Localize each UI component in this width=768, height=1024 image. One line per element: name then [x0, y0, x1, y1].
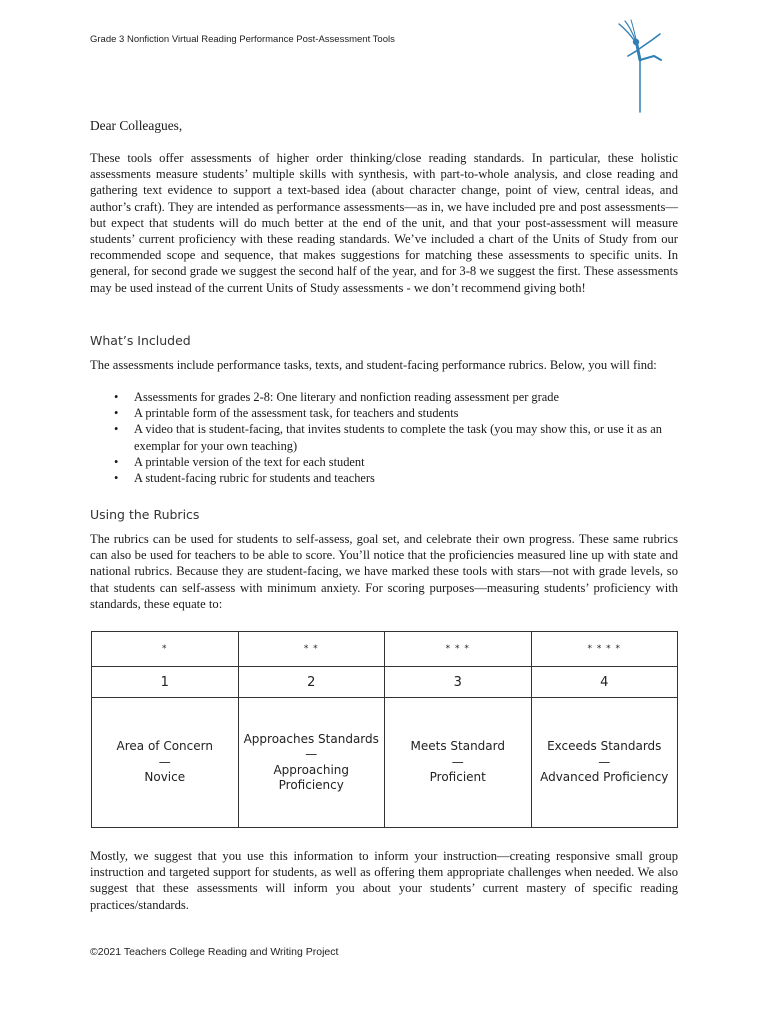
- bullet-icon: •: [114, 422, 119, 437]
- rubrics-paragraph: The rubrics can be used for students to self-assess, goal set, and celebrate their own progress. These same rubrics can also be used for teachers to be able to score. You’ll notice that the proficiencies measured line up with state and national rubrics. Because they are student-facing, we have marked these tools with stars—not with grade levels, so that students can self-assess with minimum anxiety. For scoring purposes—measuring students’ proficiency with standards, these equate to:: [90, 532, 678, 611]
- list-item-text: A video that is student-facing, that invites students to complete the task (you may show this, or use it as an exemplar for your own teaching): [134, 422, 662, 453]
- descriptor-label: Area of Concern: [116, 739, 213, 754]
- dancer-logo-icon: [616, 16, 666, 116]
- list-item: [90, 405, 690, 421]
- score-cell: 3: [385, 667, 532, 698]
- table-row-stars: [92, 632, 678, 667]
- star-cell: *: [92, 632, 239, 667]
- descriptor-level: Approaching Proficiency: [273, 762, 350, 792]
- bullet-icon: •: [114, 390, 119, 404]
- descriptor-label: Exceeds Standards: [547, 739, 662, 754]
- list-item-text: A printable version of the text for each student: [134, 454, 365, 469]
- list-item: [90, 421, 690, 453]
- star-cell: * * * *: [531, 632, 678, 667]
- star-cell: * * *: [385, 632, 532, 667]
- descriptor-cell: [385, 698, 532, 828]
- descriptor-cell: [531, 698, 678, 828]
- whats-included-heading: What’s Included: [90, 333, 191, 348]
- bullet-icon: •: [114, 454, 119, 469]
- descriptor-dash: —: [451, 754, 464, 769]
- descriptor-label: Meets Standard: [410, 739, 505, 754]
- descriptor-level: Advanced Proficiency: [540, 770, 669, 785]
- score-cell: 2: [238, 667, 385, 698]
- document-header: Grade 3 Nonfiction Virtual Reading Performance Post-Assessment Tools: [90, 34, 395, 45]
- using-rubrics-heading: Using the Rubrics: [90, 507, 200, 522]
- score-cell: 1: [92, 667, 239, 698]
- copyright-footer: ©2021 Teachers College Reading and Writing Project: [90, 946, 339, 958]
- table-row-descriptors: [92, 698, 678, 828]
- proficiency-table: [91, 631, 678, 828]
- descriptor-level: Proficient: [429, 770, 486, 785]
- list-item: [90, 454, 690, 470]
- list-item: [90, 470, 690, 486]
- descriptor-cell: [92, 698, 239, 828]
- descriptor-dash: —: [158, 754, 171, 769]
- closing-paragraph: Mostly, we suggest that you use this information to inform your instruction—creating responsive small group instruction and targeted support for students, as well as offering them appropriate challenges when needed. We also suggest that these assessments will inform you about your students’ current mastery of specific reading practices/standards.: [90, 849, 678, 912]
- descriptor-dash: —: [598, 754, 611, 769]
- descriptor-cell: [238, 698, 385, 828]
- included-bullet-list: [90, 389, 690, 486]
- star-cell: * *: [238, 632, 385, 667]
- intro-paragraph: These tools offer assessments of higher order thinking/close reading standards. In particular, these holistic assessments measure students’ multiple skills with synthesis, with part-to-whole analysis, and close reading and gathering text evidence to support a text-based idea (about character change, point of view, central ideas, and author’s craft). They are intended as performance assessments—as in, we have included pre and post assessments—but expect that students will do much better at the end of the unit, and that your post-assessment will measure students’ current proficiency with these reading standards. We’ve included a chart of the Units of Study from our recommended scope and sequence, that makes suggestions for matching these assessments to specific units. In general, for second grade we suggest the second half of the year, and for 3-8 we suggest the first. These assessments may be used instead of the current Units of Study assessments - we don’t recommend giving both!: [90, 151, 678, 295]
- descriptor-label: Approaches Standards: [243, 731, 379, 746]
- list-item-text: A printable form of the assessment task, for teachers and students: [134, 406, 459, 421]
- bullet-icon: •: [114, 471, 119, 486]
- table-row-scores: [92, 667, 678, 698]
- list-item-text: A student-facing rubric for students and teachers: [134, 471, 375, 486]
- list-item: [90, 389, 690, 405]
- descriptor-dash: —: [305, 747, 318, 761]
- greeting: Dear Colleagues,: [90, 118, 183, 133]
- descriptor-level: Novice: [144, 770, 186, 785]
- score-cell: 4: [531, 667, 678, 698]
- included-intro-paragraph: The assessments include performance tasks, texts, and student-facing performance rubrics. Below, you will find:: [90, 358, 657, 372]
- bullet-icon: •: [114, 406, 119, 421]
- list-item-text: Assessments for grades 2-8: One literary and nonfiction reading assessment per grade: [134, 390, 559, 404]
